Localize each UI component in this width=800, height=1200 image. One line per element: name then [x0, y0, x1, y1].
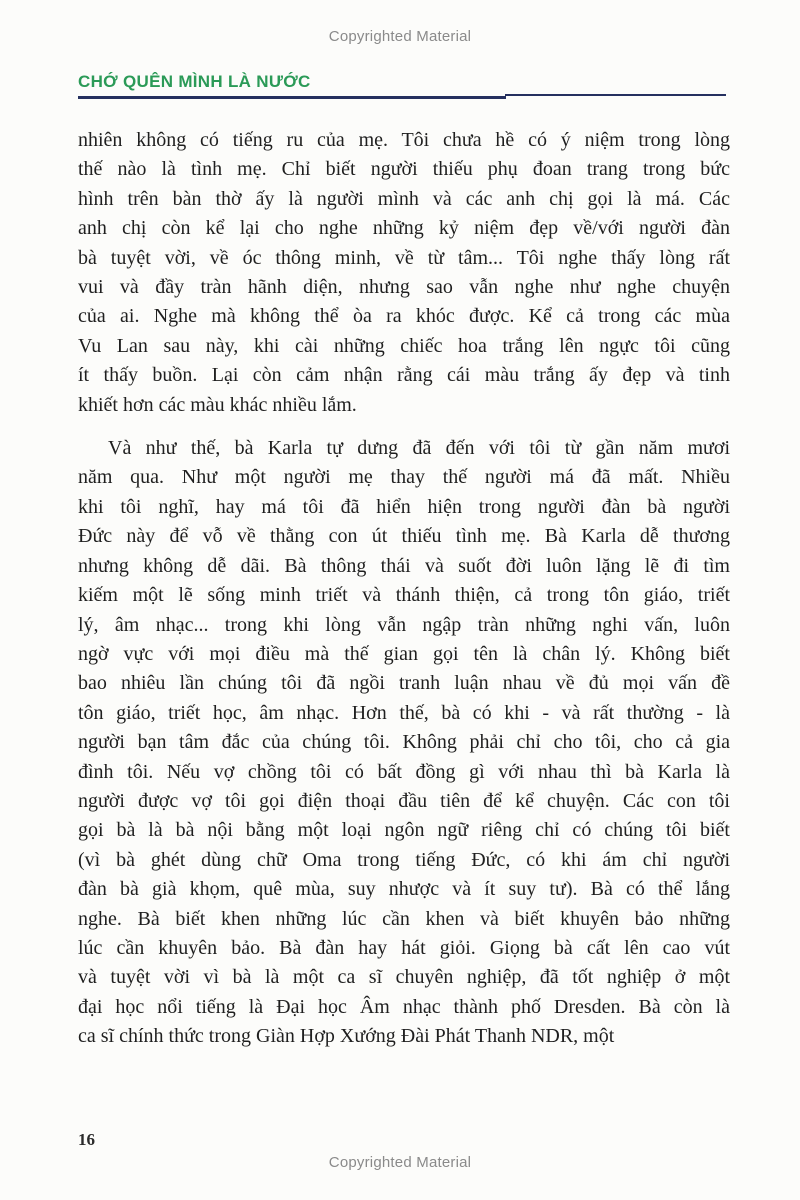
text-line: đàn bà già khọm, quê mùa, suy nhược và ít suy tư). Bà có thể lắng — [78, 878, 730, 901]
text-line: nhưng không dễ dãi. Bà thông thái và suốt đời luôn lặng lẽ đi tìm — [78, 554, 730, 577]
text-line: lý, âm nhạc... trong khi lòng vẫn ngập tràn những nghi vấn, luôn — [78, 613, 730, 636]
text-line: vui và đầy tràn hãnh diện, nhưng sao vẫn nghe như nghe chuyện — [78, 276, 730, 299]
text-line: nhiên không có tiếng ru của mẹ. Tôi chưa hề có ý niệm trong lòng — [78, 129, 730, 151]
text-line: đại học nổi tiếng là Đại học Âm nhạc thành phố Dresden. Bà còn là — [78, 995, 730, 1018]
text-line: năm qua. Như một người mẹ thay thế người má đã mất. Nhiều — [78, 466, 730, 489]
text-line: Vu Lan sau này, khi cài những chiếc hoa trắng lên ngực tôi cũng — [78, 334, 730, 357]
text-line: Đức này để vỗ về thằng con út thiếu tình mẹ. Bà Karla dễ thương — [78, 525, 730, 548]
text-line: nghe. Bà biết khen những lúc cần khen và biết khuyên bảo những — [78, 907, 730, 930]
text-line: bà tuyệt vời, về óc thông minh, về từ tâm... Tôi nghe thấy lòng rất — [78, 246, 730, 269]
text-line: khiết hơn các màu khác nhiều lắm. — [78, 393, 357, 416]
text-line: người bạn tâm đắc của chúng tôi. Không phải chỉ cho tôi, cho cả gia — [78, 731, 730, 754]
text-line: ít thấy buồn. Lại còn cảm nhận rằng cái màu trắng ấy đẹp và tinh — [78, 364, 730, 387]
text-line: của ai. Nghe mà không thể òa ra khóc được. Kể cả trong các mùa — [78, 305, 730, 328]
text-line: khi tôi nghĩ, hay má tôi đã hiển hiện trong người đàn bà người — [78, 495, 730, 518]
copyright-notice-top: Copyrighted Material — [328, 28, 472, 45]
text-line: người được vợ tôi gọi điện thoại đầu tiên để kể chuyện. Các con tôi — [78, 789, 730, 812]
running-head-title: CHỚ QUÊN MÌNH LÀ NƯỚC — [78, 72, 311, 91]
text-line: lúc cần khuyên bảo. Bà đàn hay hát giỏi. Giọng bà cất lên cao vút — [78, 936, 730, 959]
page-number: 16 — [78, 1130, 95, 1149]
text-line: ca sĩ chính thức trong Giàn Hợp Xướng Đài Phát Thanh NDR, một — [78, 1025, 615, 1048]
text-line: hình trên bàn thờ ấy là người mình và các anh chị gọi là má. Các — [78, 187, 730, 210]
text-line: tôn giáo, triết học, âm nhạc. Hơn thế, bà có khi - và rất thường - là — [78, 701, 730, 724]
text-line: (vì bà ghét dùng chữ Oma trong tiếng Đức, có khi ám chỉ người — [78, 848, 730, 871]
header-rule-right-segment — [505, 94, 726, 96]
text-line: anh chị còn kể lại cho nghe những kỷ niệm đẹp về/với người đàn — [78, 217, 730, 240]
text-line: và tuyệt vời vì bà là một ca sĩ chuyên nghiệp, đã tốt nghiệp ở một — [78, 966, 730, 989]
text-line: kiếm một lẽ sống minh triết và thánh thiện, cả trong tôn giáo, triết — [78, 584, 730, 607]
header-rule-left-segment — [78, 96, 506, 99]
text-line: đình tôi. Nếu vợ chồng tôi có bất đồng gì với nhau thì bà Karla là — [78, 760, 730, 783]
body-text — [78, 126, 730, 1052]
text-line: gọi bà là bà nội bằng một loại ngôn ngữ riêng chỉ có chúng tôi biết — [78, 819, 730, 842]
text-line: ngờ vực với mọi điều mà thế gian gọi tên là chân lý. Không biết — [78, 642, 730, 665]
copyright-notice-bottom: Copyrighted Material — [328, 1154, 472, 1171]
text-line: Và như thế, bà Karla tự dưng đã đến với tôi từ gần năm mươi — [108, 437, 730, 460]
text-line: bao nhiêu lần chúng tôi đã ngồi tranh luận nhau về đủ mọi vấn đề — [78, 672, 730, 695]
paragraph — [78, 126, 730, 420]
text-line: thế nào là tình mẹ. Chỉ biết người thiếu phụ đoan trang trong bức — [78, 158, 730, 181]
paragraph — [78, 434, 730, 1052]
